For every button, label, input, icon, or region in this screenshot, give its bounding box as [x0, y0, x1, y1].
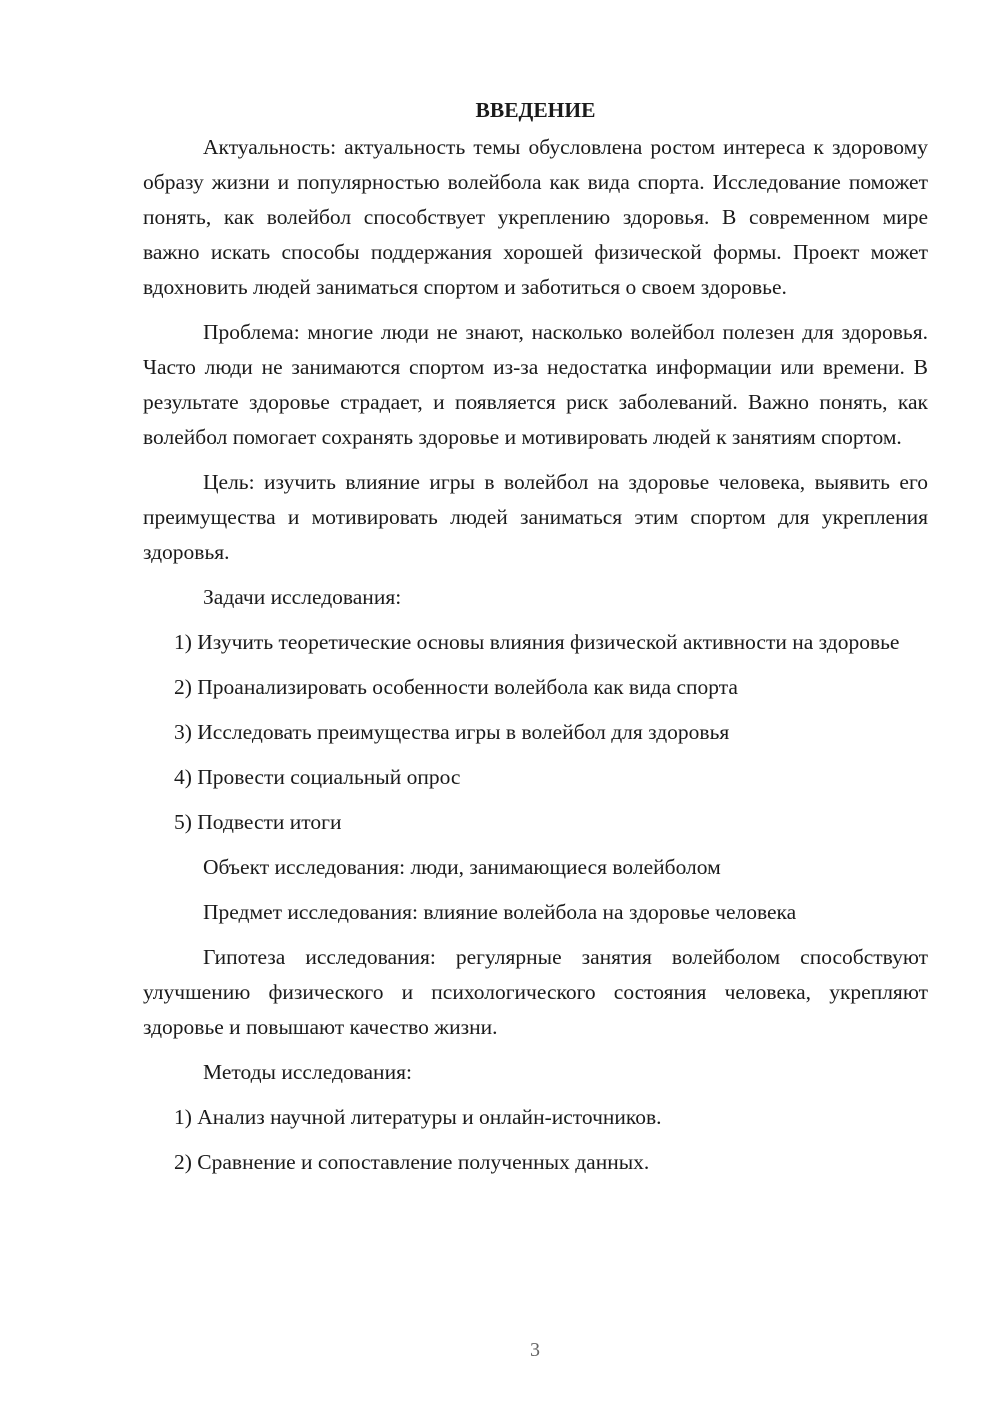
- relevance-paragraph: Актуальность: актуальность темы обусловлена ростом интереса к здоровому образу жизни и популярностью волейбола как вида спорта. Исследование поможет понять, как волейбол способствует укреплению здоровья. В современном мире важно искать способы поддержания хорошей физической формы. Проект может вдохновить людей заниматься спортом и заботиться о своем здоровье.: [143, 135, 928, 299]
- page-content: [143, 92, 928, 1190]
- task-item-5: 5) Подвести итоги: [174, 810, 342, 834]
- method-item-2: 2) Сравнение и сопоставление полученных данных.: [174, 1150, 650, 1174]
- hypothesis-paragraph: Гипотеза исследования: регулярные занятия волейболом способствуют улучшению физического и психологического состояния человека, укрепляют здоровье и повышают качество жизни.: [143, 945, 928, 1039]
- task-item-3: 3) Исследовать преимущества игры в волейбол для здоровья: [174, 720, 730, 744]
- goal-paragraph: Цель: изучить влияние игры в волейбол на здоровье человека, выявить его преимущества и мотивировать людей заниматься этим спортом для укрепления здоровья.: [143, 470, 928, 564]
- task-item-1: 1) Изучить теоретические основы влияния физической активности на здоровье: [174, 630, 900, 654]
- task-item-4: 4) Провести социальный опрос: [174, 765, 461, 789]
- object-line: Объект исследования: люди, занимающиеся волейболом: [203, 855, 721, 879]
- task-item-2: 2) Проанализировать особенности волейбола как вида спорта: [174, 675, 738, 699]
- methods-heading: Методы исследования:: [203, 1060, 412, 1084]
- page-number: 3: [530, 1339, 540, 1361]
- subject-line: Предмет исследования: влияние волейбола на здоровье человека: [203, 900, 797, 924]
- method-item-1: 1) Анализ научной литературы и онлайн-источников.: [174, 1105, 662, 1129]
- problem-paragraph: Проблема: многие люди не знают, насколько волейбол полезен для здоровья. Часто люди не занимаются спортом из-за недостатка информации или времени. В результате здоровье страдает, и появляется риск заболеваний. Важно понять, как волейбол помогает сохранять здоровье и мотивировать людей к занятиям спортом.: [143, 320, 928, 449]
- tasks-heading: Задачи исследования:: [203, 585, 402, 609]
- section-title: ВВЕДЕНИЕ: [475, 98, 596, 122]
